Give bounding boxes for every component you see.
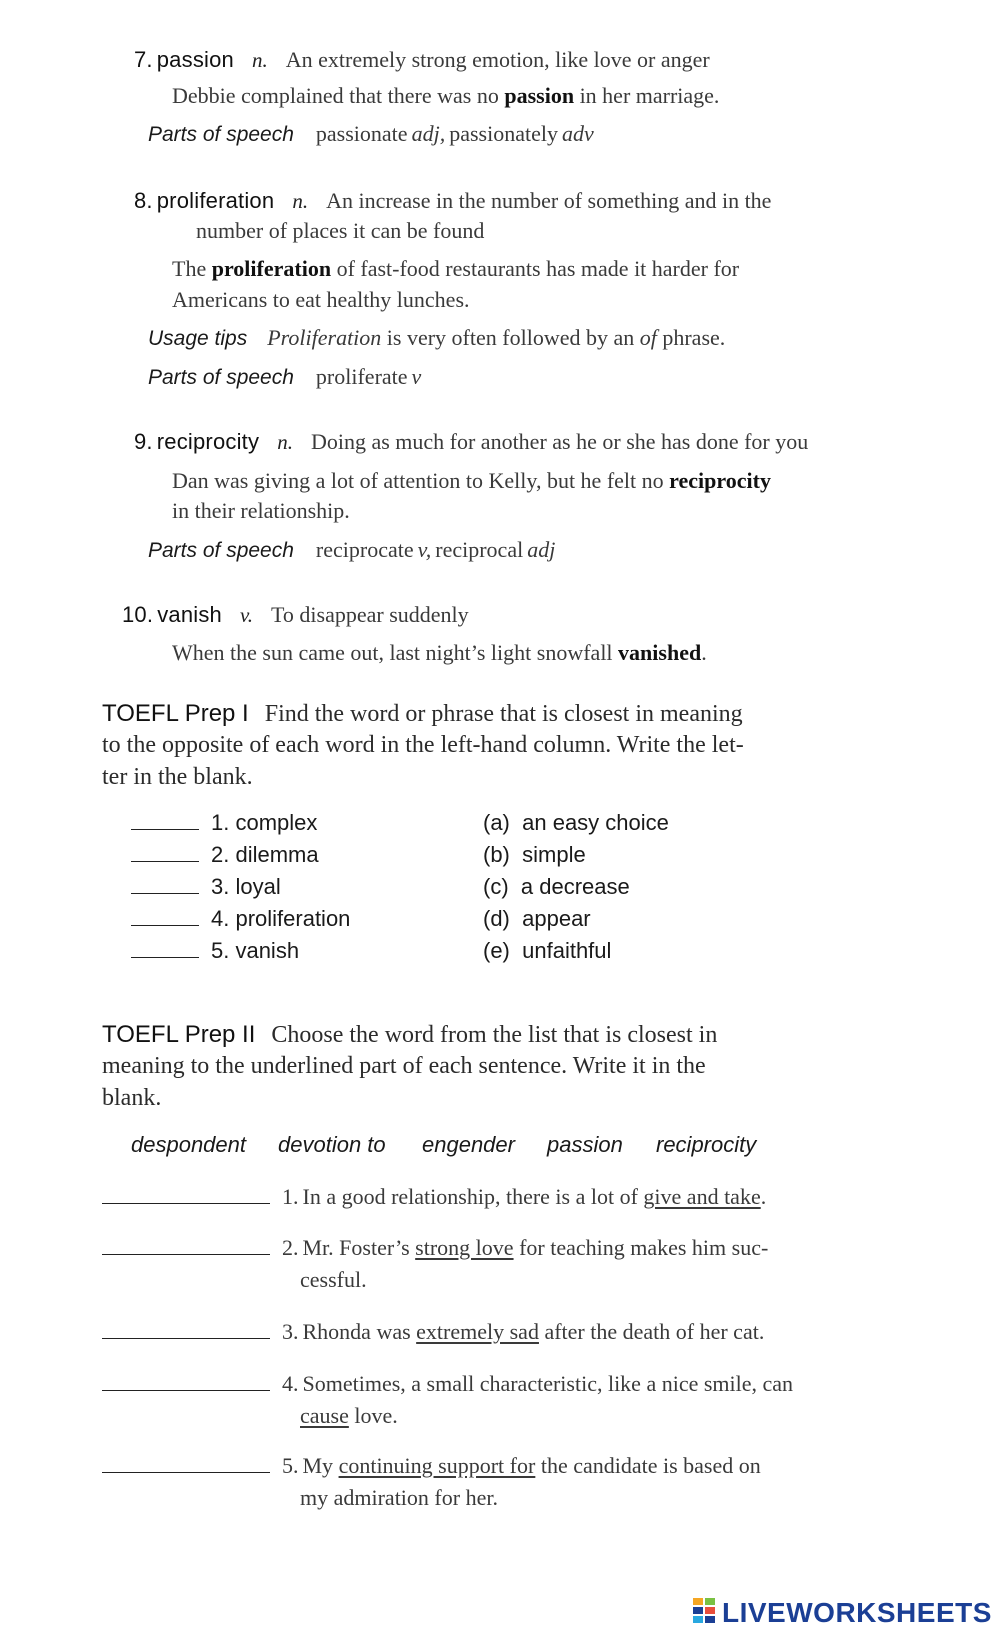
liveworksheets-logo-icon [692,1596,718,1626]
match-option: (b) simple [483,842,586,867]
entry-example-cont: in their relationship. [172,498,350,523]
fill-item: 1. In a good relationship, there is a lot of give and take. [102,1181,766,1213]
parts-of-speech: Parts of speech reciprocate v, reciprocal adj [148,537,556,562]
parts-of-speech: Parts of speech proliferate v [148,364,422,389]
answer-blank[interactable] [102,1471,270,1473]
answer-blank[interactable] [102,1202,270,1204]
toefl-2-instructions: TOEFL Prep II Choose the word from the list that is closest in [102,1021,718,1048]
word-list-item: reciprocity [656,1132,757,1157]
entry-example: When the sun came out, last night’s light snowfall vanished. [172,640,707,665]
fill-item-cont: cessful. [300,1267,367,1292]
entry-pos: n. [277,430,293,454]
match-row: 2. dilemma [131,842,319,868]
entry-definition: An extremely strong emotion, like love or anger [285,47,710,72]
fill-item: 2. Mr. Foster’s strong love for teaching makes him suc- [102,1232,768,1264]
toefl-1-instructions: TOEFL Prep I Find the word or phrase that is closest in meaning [102,700,743,727]
toefl-2-instructions-line2: meaning to the underlined part of each sentence. Write it in the [102,1053,706,1079]
answer-blank[interactable] [102,1253,270,1255]
fill-item: 4. Sometimes, a small characteristic, like a nice smile, can [102,1368,793,1400]
match-row: 3. loyal [131,874,281,900]
fill-item: 5. My continuing support for the candidate is based on [102,1450,761,1482]
entry-number: 9. [134,429,153,454]
entry-definition-cont: number of places it can be found [196,218,485,243]
toefl-1-instructions-line2: to the opposite of each word in the left-hand column. Write the let- [102,732,744,758]
fill-item: 3. Rhonda was extremely sad after the death of her cat. [102,1316,764,1348]
entry-vanish [122,599,469,631]
fill-item-cont: cause love. [300,1403,398,1428]
usage-tips: Usage tips Proliferation is very often followed by an of phrase. [148,325,726,350]
word-list-item: despondent [131,1132,246,1157]
entry-example: The proliferation of fast-food restaurants has made it harder for [172,256,740,281]
entry-definition: Doing as much for another as he or she has done for you [310,429,809,454]
match-option: (e) unfaithful [483,938,612,963]
match-option: (a) an easy choice [483,810,669,835]
word-list-item: engender [422,1132,515,1157]
answer-blank[interactable] [102,1389,270,1391]
toefl-1-instructions-line3: ter in the blank. [102,764,253,790]
entry-word: reciprocity [156,429,260,454]
match-row: 5. vanish [131,938,299,964]
answer-blank[interactable] [131,860,199,862]
logo-text: LIVEWORKSHEETS [722,1597,992,1628]
word-list-item: passion [547,1132,623,1157]
match-option: (d) appear [483,906,591,931]
liveworksheets-logo[interactable] [692,1596,992,1629]
match-row: 1. complex [131,810,317,836]
entry-pos: n. [292,189,309,213]
match-row: 4. proliferation [131,906,350,932]
entry-example: Debbie complained that there was no passion in her marriage. [172,83,720,108]
parts-label: Parts of speech [148,539,294,562]
toefl-2-instructions-line3: blank. [102,1085,162,1111]
toefl-2-label: TOEFL Prep II [102,1021,256,1048]
entry-definition: An increase in the number of something and in the [326,188,772,213]
parts-of-speech: Parts of speech passionate adj, passionately adv [148,121,594,146]
entry-number: 8. [134,188,153,213]
entry-passion [134,44,710,76]
answer-blank[interactable] [131,892,199,894]
match-option: (c) a decrease [483,874,630,899]
answer-blank[interactable] [102,1337,270,1339]
parts-label: Parts of speech [148,366,294,389]
entry-proliferation [134,185,771,217]
entry-pos: v. [239,603,253,627]
entry-example-cont: Americans to eat healthy lunches. [172,287,470,312]
entry-word: passion [156,47,234,72]
entry-example: Dan was giving a lot of attention to Kelly, but he felt no reciprocity [172,468,771,493]
usage-label: Usage tips [148,327,248,350]
entry-word: vanish [157,602,222,627]
entry-definition: To disappear suddenly [271,602,469,627]
fill-item-cont: my admiration for her. [300,1485,498,1510]
answer-blank[interactable] [131,828,199,830]
entry-reciprocity [134,426,808,458]
parts-label: Parts of speech [148,123,294,146]
entry-word: proliferation [156,188,275,213]
toefl-1-label: TOEFL Prep I [102,700,249,727]
word-list-item: devotion to [278,1132,386,1157]
entry-pos: n. [251,48,268,72]
answer-blank[interactable] [131,956,199,958]
entry-number: 7. [134,47,153,72]
entry-number: 10. [122,602,154,627]
answer-blank[interactable] [131,924,199,926]
